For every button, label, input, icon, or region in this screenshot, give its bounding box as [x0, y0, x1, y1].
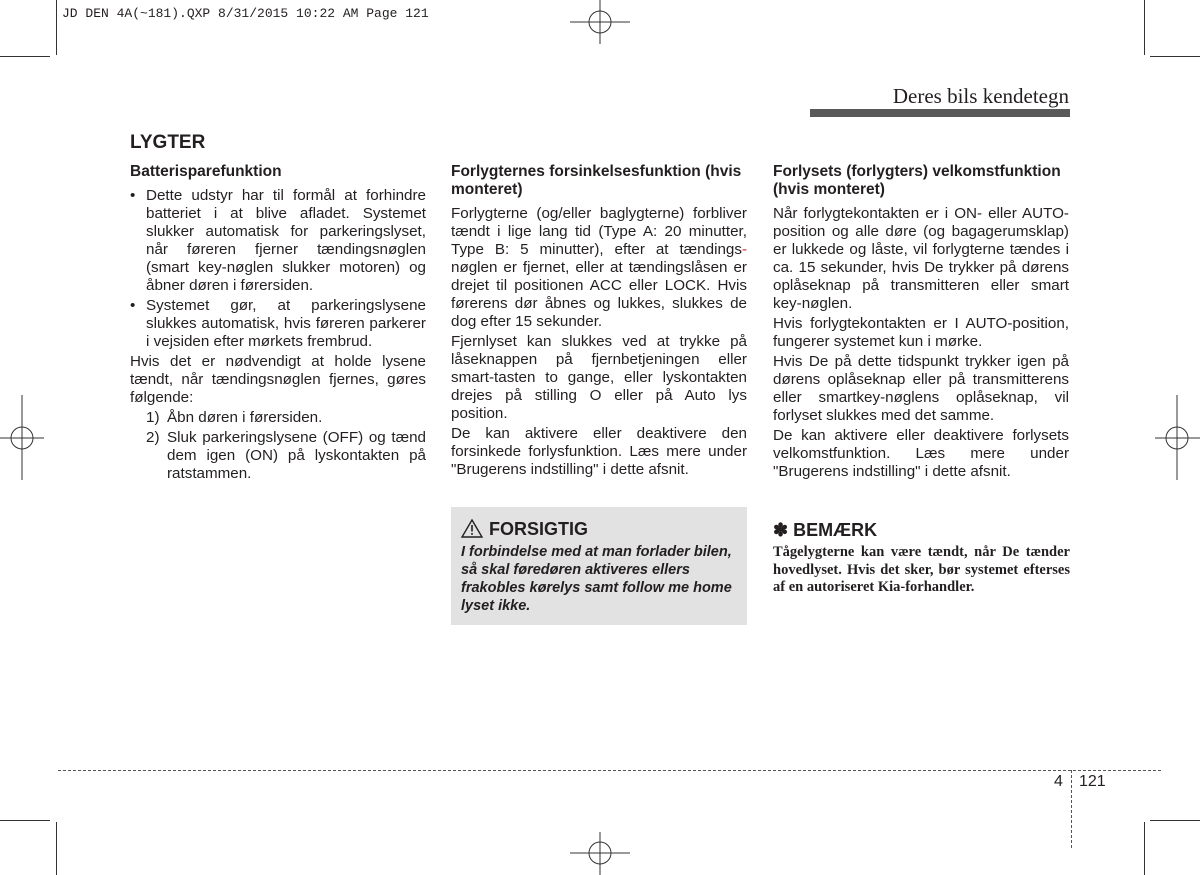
page-number: 121 [1079, 773, 1106, 790]
paragraph: Hvis forlygtekontakten er I AUTO-position, fungerer systemet kun i mørke. [773, 315, 1069, 350]
print-slug: JD DEN 4A(~181).QXP 8/31/2015 10:22 AM Page 121 [62, 6, 429, 21]
bullet-item [130, 297, 426, 351]
step-text: Åbn døren i førersiden. [167, 409, 323, 426]
bullet-text: Dette udstyr har til formål at forhindre batteriet i at blive afladet. Systemet slukker automatisk for parkeringslyset, når føreren fjerner tændingsnøglen (smart key-nøglen slukker motoren) og åbner døren i førersiden. [146, 187, 426, 294]
bullet-item [130, 187, 426, 295]
chapter-number: 4 [1054, 773, 1063, 790]
column-headlight-delay [451, 163, 747, 481]
bullet-glyph: • [130, 297, 136, 314]
paragraph-text: Forlygterne (og/eller baglygterne) forbliver tændt i lige lang tid (Type A: 20 minutter, Type B: 5 minutter), efter at tændings [451, 205, 747, 258]
sub-paragraph: Hvis det er nødvendigt at holde lysene tændt, når tændingsnøglen fjernes, gøres følgende: [130, 353, 426, 406]
paragraph: Fjernlyset kan slukkes ved at trykke på låseknappen på fjernbetjeningen eller smart-tasten to gange, eller lyskontakten drejes på stilling O eller på Auto lys position. [451, 333, 747, 422]
header-rule [810, 109, 1070, 117]
step-number: 1) [146, 409, 160, 426]
step-number: 2) [146, 429, 160, 446]
chapter-header-title: Deres bils kendetegn [892, 84, 1069, 108]
welcome-function-heading: Forlysets (forlygters) velkomstfunktion (hvis monteret) [773, 163, 1061, 198]
bullet-text: Systemet gør, at parkeringslysene slukkes automatisk, hvis føreren parkerer i vejsiden efter mørkets frembrud. [146, 297, 426, 350]
caution-text: I forbindelse med at man forlader bilen, så skal føredøren aktiveres ellers frakobles kørelys samt follow me home lyset ikke. [461, 544, 732, 614]
paragraph [451, 205, 747, 331]
footer-dashed-rule [58, 770, 1161, 771]
step-item [146, 409, 426, 427]
step-item [146, 429, 426, 483]
note-title: ✽ BEMÆRK [773, 520, 878, 540]
section-title: LYGTER [130, 132, 206, 153]
headlight-delay-heading: Forlygternes forsinkelsesfunktion (hvis monteret) [451, 163, 742, 198]
caution-box [451, 507, 747, 625]
column-welcome-function [773, 163, 1069, 483]
step-text: Sluk parkeringslysene (OFF) og tænd dem igen (ON) på lyskontakten på ratstammen. [167, 429, 426, 482]
paragraph: De kan aktivere eller deaktivere forlysets velkomstfunktion. Læs mere under "Brugerens indstilling" i dette afsnit. [773, 427, 1069, 480]
warning-triangle-icon [461, 519, 483, 538]
paragraph: Når forlygtekontakten er i ON- eller AUTO-position og alle døre (og bagagerumsklap) er lukkede og låste, vil forlygterne tændes i ca. 15 sekunder, hvis De trykker på dørens oplåseknap på transmitteren eller smart key-nøglen. [773, 205, 1069, 312]
bullet-glyph: • [130, 187, 136, 204]
note-text: Tågelygterne kan være tændt, når De tænder hovedlyset. Hvis det sker, bør systemet efterses af en autoriseret Kia-forhandler. [773, 544, 1070, 595]
paragraph: De kan aktivere eller deaktivere den forsinkede forlysfunktion. Læs mere under "Brugerens indstilling" i dette afsnit. [451, 425, 747, 478]
battery-saver-heading: Batterisparefunktion [130, 163, 282, 180]
column-battery-saver [130, 163, 426, 485]
paragraph: Hvis De på dette tidspunkt trykker igen på dørens oplåseknap eller på transmitterens eller smartkey-nøglens oplåseknap, vil forlyset slukkes med det samme. [773, 353, 1069, 424]
paragraph-text: nøglen er fjernet, eller at tændingslåsen er drejet til positionen ACC eller LOCK. Hvis førerens dør åbnes og lukkes, slukkes de dog efter 15 sekunder. [451, 259, 747, 330]
footer-separator [1071, 770, 1072, 848]
hyphen-mark: - [741, 241, 747, 258]
caution-title-text: FORSIGTIG [489, 519, 588, 539]
caution-title [461, 519, 588, 540]
